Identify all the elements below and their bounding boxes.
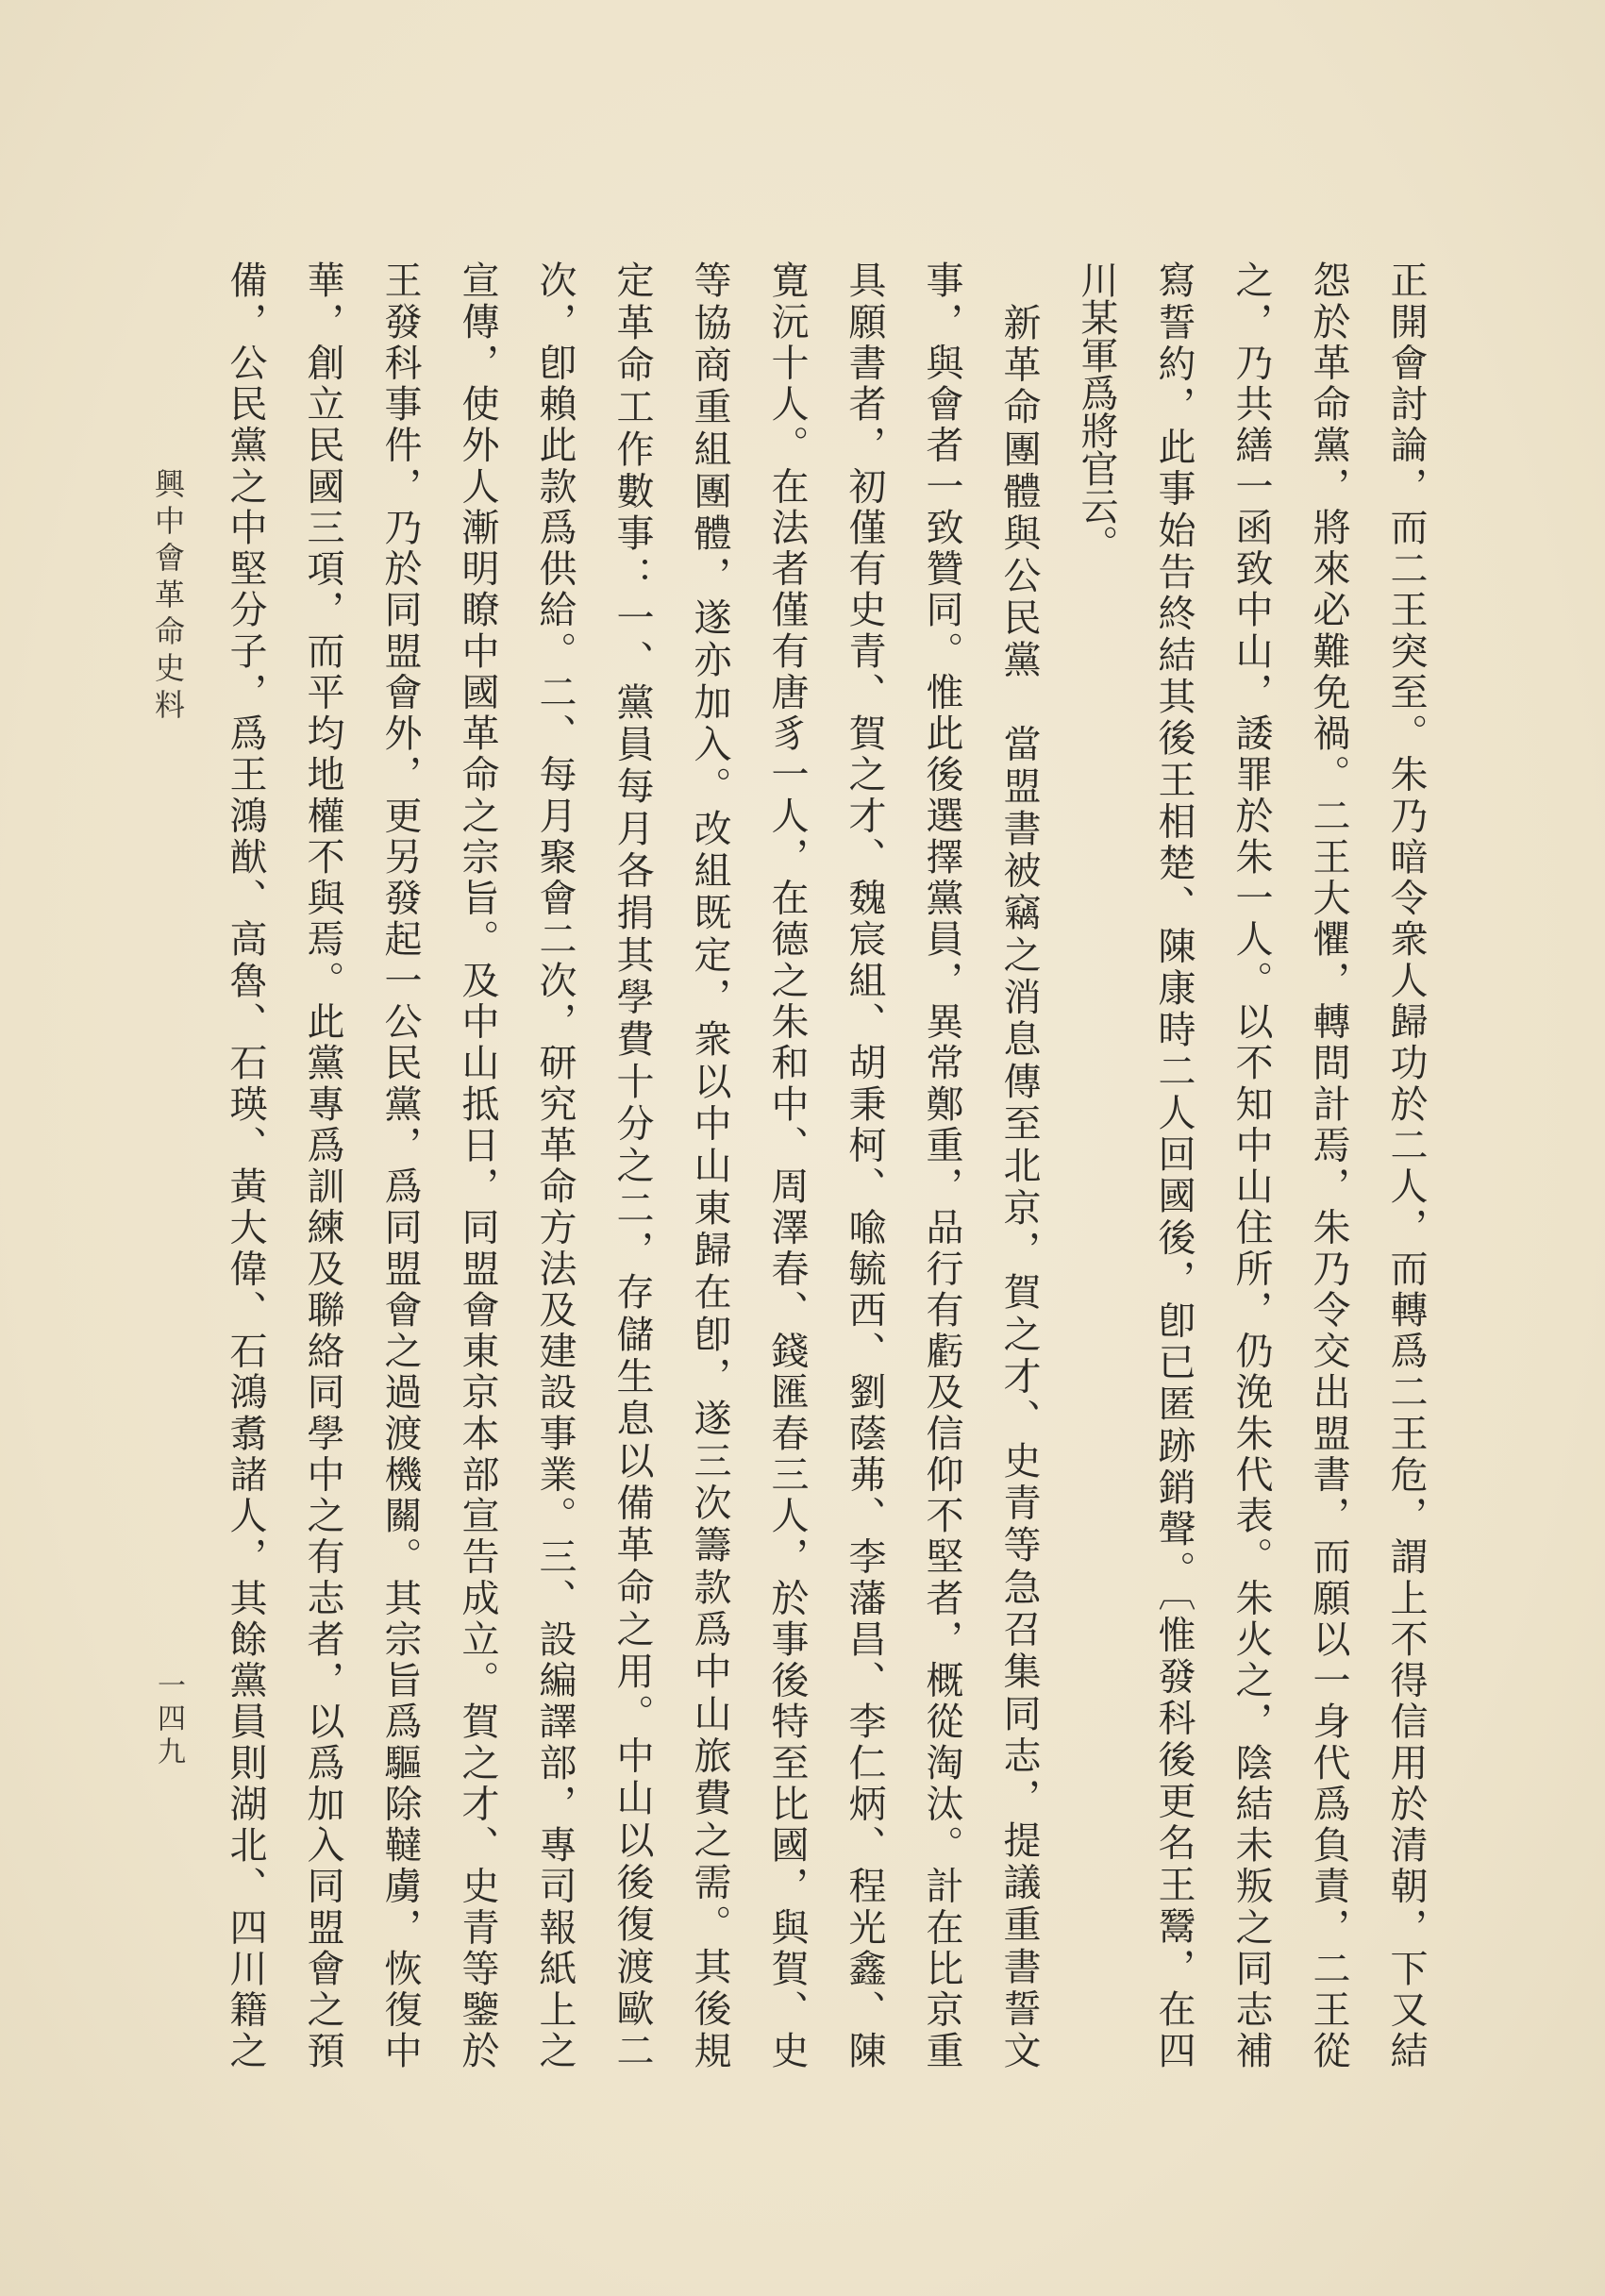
text-column: 王發科事件，乃於同盟會外，更另發起一公民黨，爲同盟會之過渡機關。其宗旨爲驅除韃虜，恢復中 [378, 260, 422, 2069]
running-footer-title: 興中會革命史料 [150, 468, 186, 719]
text-column: 定革命工作數事：一、黨員每月各捐其學費十分之二，存儲生息以備革命之用。中山以後復渡歐二 [610, 260, 654, 2069]
text-column: 宣傳，使外人漸明瞭中國革命之宗旨。及中山抵日，同盟會東京本部宣告成立。賀之才、史青等鑒於 [456, 260, 499, 2069]
text-column: 事，與會者一致贊同。惟此後選擇黨員，異常鄭重，品行有虧及信仰不堅者，概從淘汰。計在比京重 [920, 260, 963, 2069]
text-column: 寫誓約，此事始告終結其後王相楚、陳康時二人回國後，卽已匿跡銷聲。〔惟發科後更名王鬵，在四 [1152, 260, 1195, 2069]
text-column: 等協商重組團體，遂亦加入。改組既定，衆以中山東歸在卽，遂三次籌款爲中山旅費之需。其後規 [688, 260, 731, 2069]
text-column: 怨於革命黨，將來必難免禍。二王大懼，轉問計焉，朱乃令交出盟書，而願以一身代爲負責，二王從 [1307, 260, 1350, 2069]
text-column: 之，乃共繕一函致中山，諉罪於朱一人。以不知中山住所，仍浼朱代表。朱火之，陰結未叛之同志補 [1229, 260, 1273, 2069]
page-number: 一四九 [152, 1670, 185, 1765]
text-column: 川某軍爲將官云。 [1075, 260, 1118, 562]
text-column: 次，卽賴此款爲供給。二、每月聚會二次，研究革命方法及建設事業。三、設編譯部，專司報紙上之 [533, 260, 577, 2069]
text-column: 正開會討論，而二王突至。朱乃暗令衆人歸功於二人，而轉爲二王危，謂上不得信用於清朝，下又結 [1384, 260, 1428, 2069]
text-column: 寛沅十人。在法者僅有唐豸一人，在德之朱和中、周澤春、錢匯春三人，於事後特至比國，與賀、史 [765, 260, 809, 2069]
text-column: 新革命團體與公民黨 當盟書被竊之消息傳至北京，賀之才、史青等急召集同志，提議重書誓文 [997, 260, 1041, 2069]
text-column: 備，公民黨之中堅分子，爲王鴻猷、高魯、石瑛、黃大偉、石鴻翥諸人，其餘黨員則湖北、四川籍之 [224, 260, 267, 2069]
text-column: 華，創立民國三項，而平均地權不與焉。此黨專爲訓練及聯絡同學中之有志者，以爲加入同盟會之預 [301, 260, 344, 2069]
text-column: 具願書者，初僅有史青、賀之才、魏宸組、胡秉柯、喩毓西、劉蔭茀、李藩昌、李仁炳、程光鑫、陳 [843, 260, 886, 2069]
